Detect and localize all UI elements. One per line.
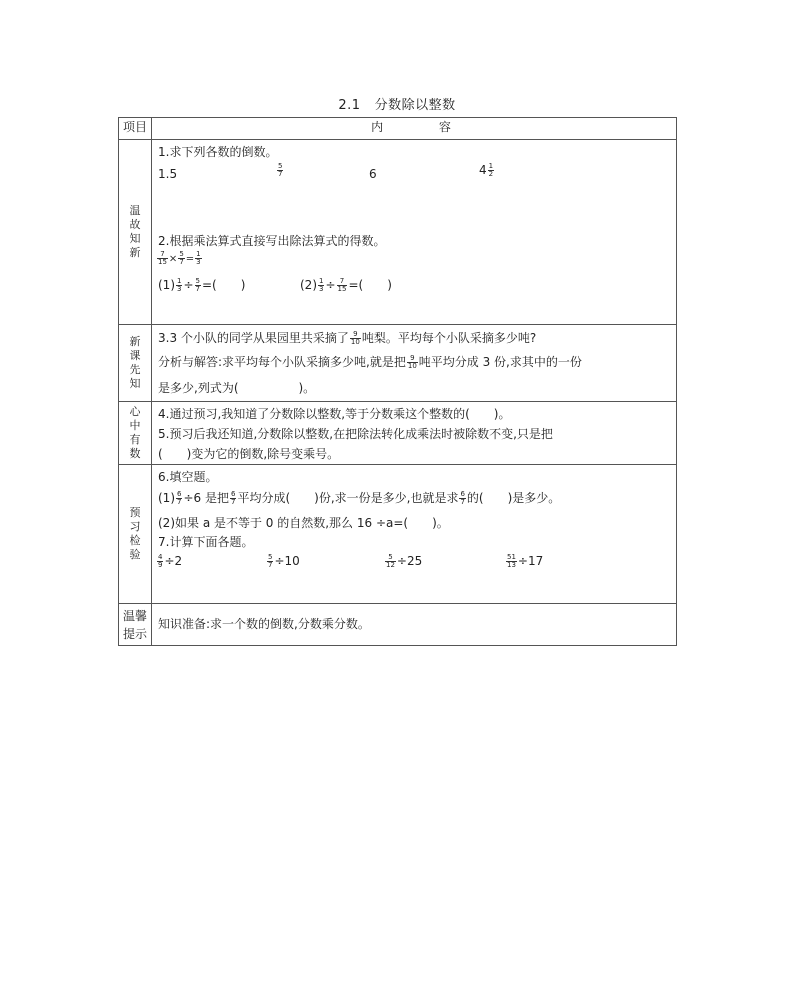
calc-item-4: $\frac{51}{13}$ ÷17 [507, 553, 544, 569]
row-preview [119, 465, 677, 604]
calc-item-3: $\frac{5}{12}$ ÷25 [386, 553, 423, 569]
question-2: 2.根据乘法算式直接写出除法算式的得数。 [158, 234, 386, 248]
worksheet-table [118, 117, 677, 646]
header-content: 内 容 [152, 118, 677, 140]
q2-part-2: (2) $\frac{1}{3}$ ÷ $\frac{7}{15}$ =( ) [300, 277, 392, 293]
q6-part-2: (2)如果 a 是不等于 0 的自然数,那么 16 ÷a=( )。 [158, 516, 449, 530]
label-mind: 心 中 有 数 [119, 402, 152, 465]
question-1: 1.求下列各数的倒数。 [158, 145, 278, 159]
label-preview: 预 习 检 验 [119, 465, 152, 604]
q2-part-1: (1) $\frac{1}{3}$ ÷ $\frac{5}{7}$ =( ) [158, 277, 246, 293]
row-tips [119, 604, 677, 646]
q1-item-c: 6 [369, 167, 377, 181]
calc-item-1: $\frac{4}{9}$ ÷2 [158, 553, 183, 569]
label-new-lesson: 新 课 先 知 [119, 325, 152, 402]
q6-part-1: (1) $\frac{6}{7}$ ÷6 是把 $\frac{6}{7}$ 平均分成( )份,求一份是多少,也就是求 $\frac{6}{7}$ 的( )是多少。 [158, 490, 561, 506]
page-title [0, 94, 794, 113]
question-4: 4.通过预习,我知道了分数除以整数,等于分数乘这个整数的( )。 [158, 407, 511, 421]
tips-text: 知识准备:求一个数的倒数,分数乘分数。 [158, 617, 370, 631]
analysis-line: 分析与解答:求平均每个小队采摘多少吨,就是把 $\frac{9}{10}$ 吨平均分成 3 份,求其中的一份 [158, 354, 582, 370]
cell-new-lesson [152, 325, 677, 402]
question-7: 7.计算下面各题。 [158, 535, 254, 549]
row-mind [119, 402, 677, 465]
cell-preview [152, 465, 677, 604]
label-review: 温 故 知 新 [119, 140, 152, 325]
table-header-row [119, 118, 677, 140]
q1-item-a: 1.5 [158, 167, 178, 181]
header-item: 项目 [119, 118, 152, 140]
question-6: 6.填空题。 [158, 470, 218, 484]
question-5: 5.预习后我还知道,分数除以整数,在把除法转化成乘法时被除数不变,只是把 [158, 427, 553, 441]
cell-tips [152, 604, 677, 646]
cell-review [152, 140, 677, 325]
cell-mind [152, 402, 677, 465]
question-5-cont: ( )变为它的倒数,除号变乘号。 [158, 447, 340, 461]
section-number: 2.1 [338, 98, 361, 113]
q1-item-b: $\frac{5}{7}$ [278, 162, 283, 178]
section-title: 分数除以整数 [374, 98, 456, 113]
q1-item-d: 4 $\frac{1}{2}$ [479, 162, 494, 178]
analysis-line-2: 是多少,列式为( )。 [158, 381, 316, 395]
row-review [119, 140, 677, 325]
question-3: 3.3 个小队的同学从果园里共采摘了 $\frac{9}{10}$ 吨梨。平均每个小队采摘多少吨? [158, 330, 537, 346]
q2-equation: $\frac{7}{15}$ × $\frac{5}{7}$ = $\frac{1}{3}$ [158, 250, 201, 266]
calc-item-2: $\frac{5}{7}$ ÷10 [268, 553, 300, 569]
label-tips: 温馨 提示 [119, 604, 152, 646]
row-new-lesson [119, 325, 677, 402]
